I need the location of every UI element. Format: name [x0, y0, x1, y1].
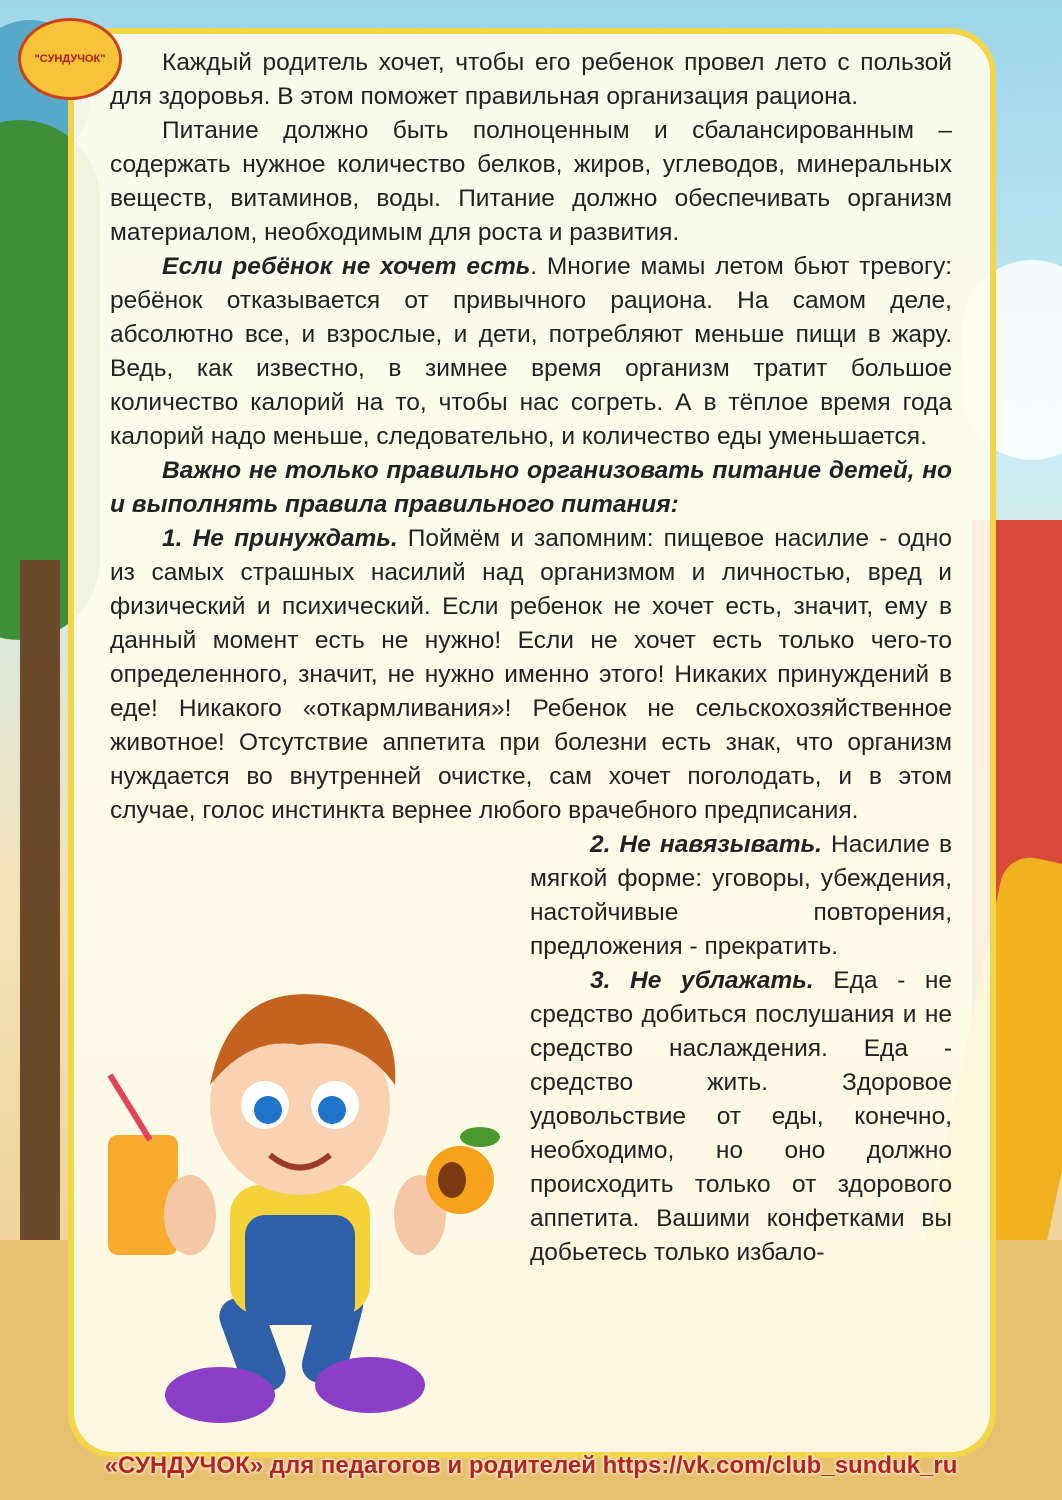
- nutrition-paragraph: Питание должно быть полноценным и сбалансированным – содержать нужное количество белков, жиров, углеводов, минеральных веществ, витаминов, воды. Питание должно обеспечивать организм материалом, необходимым для роста и развития.: [110, 117, 952, 246]
- boy-iris-right: [318, 1096, 346, 1124]
- background-tree-trunk: [20, 560, 60, 1260]
- boy-arm-left: [164, 1175, 216, 1255]
- rule-3: [530, 964, 952, 1270]
- intro-paragraph: Каждый родитель хочет, чтобы его ребенок провел лето с пользой для здоровья. В этом поможет правильная организация рациона.: [110, 49, 952, 110]
- peach-leaf: [460, 1127, 500, 1147]
- boy-illustration: [80, 965, 520, 1435]
- rules-heading: Важно не только правильно организовать питание детей, но и выполнять правила правильного питания:: [110, 457, 952, 518]
- refusal-heading: Если ребёнок не хочет есть: [162, 253, 531, 280]
- rule-3-text: Еда - не средство добиться послушания и не средство наслаждения. Еда - средство жить. Здоровое удовольствие от еды, конечно, необходимо, но оно должно происходить только от здорового аппетита. Вашими конфетками вы добьетесь только избало-: [530, 967, 953, 1266]
- footer-credit: «СУНДУЧОК» для педагогов и родителей https://vk.com/club_sunduk_ru: [104, 1452, 958, 1479]
- rule-2-title: 2. Не навязывать.: [590, 831, 822, 858]
- rule-2: [530, 828, 952, 964]
- rule-3-title: 3. Не ублажать.: [590, 967, 814, 994]
- juice-straw: [110, 1075, 150, 1140]
- boy-shoe-left: [165, 1367, 275, 1423]
- refusal-paragraph: [110, 250, 952, 454]
- rule-2-text: Насилие в мягкой форме: уговоры, убеждения, настойчивые повторения, предложения - прекратить.: [530, 831, 952, 960]
- boy-iris-left: [254, 1096, 282, 1124]
- refusal-text: . Многие мамы летом бьют тревогу: ребёнок отказывается от привычного рациона. На самом деле, абсолютно все, и взрослые, и дети, потребляют меньше пищи в жару. Ведь, как известно, в зимнее время организм тратит большое количество калорий на то, чтобы нас согреть. А в тёплое время года калорий надо меньше, следовательно, и количество еды уменьшается.: [110, 253, 952, 450]
- boy-shoe-right: [315, 1357, 425, 1413]
- rule-1: [110, 522, 952, 828]
- rule-1-title: 1. Не принуждать.: [162, 525, 398, 552]
- sunduchok-logo: [18, 18, 122, 100]
- logo-text: "СУНДУЧОК": [34, 53, 106, 65]
- rule-1-text: Поймём и запомним: пищевое насилие - одно из самых страшных насилий над организмом и личностью, вред и физический и психический. Если ребенок не хочет есть, значит, ему в данный момент есть не нужно! Если не хочет есть только чего-то определенного, значит, не нужно именно этого! Никаких принуждений в еде! Никакого «откармливания»! Ребенок не сельскохозяйственное животное! Отсутствие аппетита при болезни есть знак, что организм нуждается во внутренней очистке, сам хочет поголодать, и в этом случае, голос инстинкта вернее любого врачебного предписания.: [110, 525, 952, 824]
- peach-pit: [438, 1162, 466, 1198]
- boy-overalls: [245, 1215, 355, 1325]
